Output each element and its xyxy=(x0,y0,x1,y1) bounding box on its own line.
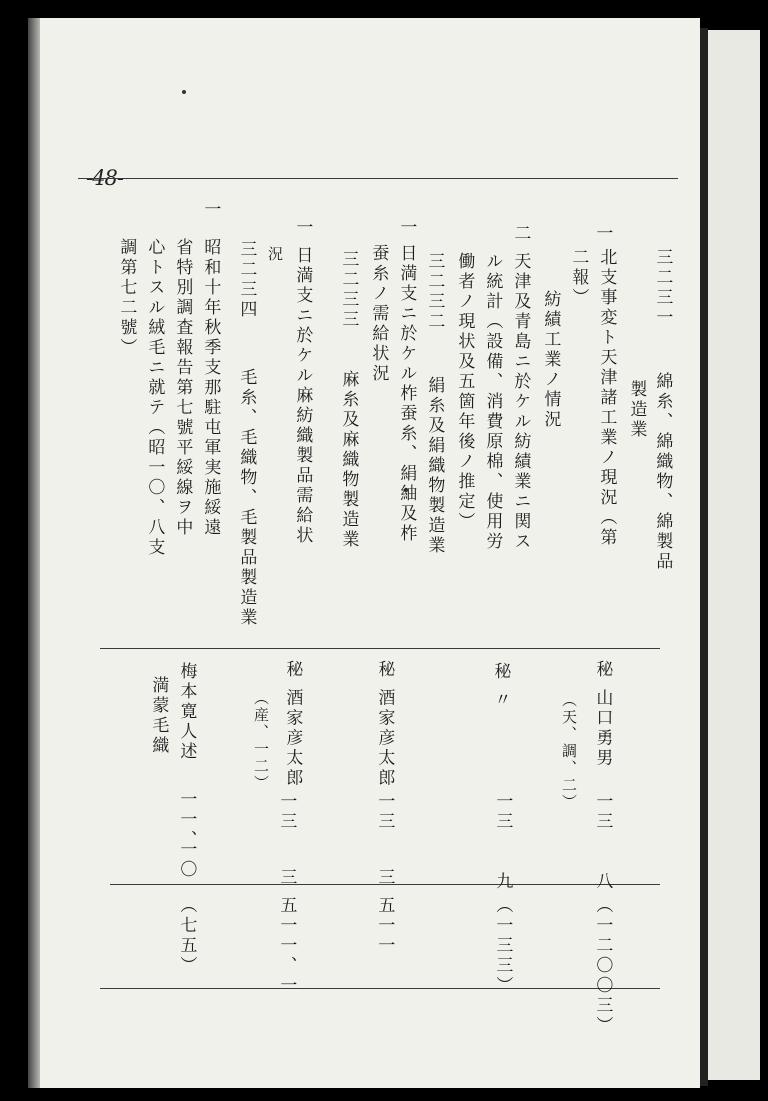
entry-title-line: 昭和十年秋季支那駐屯軍実施綏遠 xyxy=(200,238,221,538)
entry-level: 二 xyxy=(510,224,531,244)
page-edge xyxy=(700,28,708,1086)
facing-page xyxy=(708,30,760,1080)
category-code: 三二三三 xyxy=(338,250,359,330)
column-divider-rule xyxy=(100,648,660,649)
entry-title-line: 心トスル絨毛ニ就テ（昭一〇、八支 xyxy=(144,238,165,558)
entry-tag: 一三 xyxy=(492,792,513,832)
entry-title-line: 北支事変ト天津諸工業ノ現況（第 xyxy=(596,248,617,548)
category-title-line: 麻糸及麻織物製造業 xyxy=(338,370,359,550)
entry-author: 秘 山口勇男 xyxy=(592,660,613,769)
entry-title-line: 天津及青島ニ於ケル紡績業ニ関ス xyxy=(510,252,531,552)
entry-level: 一 xyxy=(200,200,221,220)
header-rule xyxy=(78,178,678,179)
entry-year: （一三三） xyxy=(492,896,513,996)
entry-title-line: 二報） xyxy=(568,248,589,308)
entry-level: 一 xyxy=(292,218,313,238)
category-title-line: 綿糸、綿織物、綿製品 xyxy=(652,372,673,572)
entry-pages: 八 xyxy=(592,872,613,892)
category-title-line: 毛糸、毛織物、毛製品製造業 xyxy=(236,368,257,628)
entry-author: 秘 酒家彦太郎 xyxy=(282,660,303,789)
entry-year: 五一一、一 xyxy=(276,896,297,996)
entry-level: 一 xyxy=(396,218,417,238)
entry-title-line: 省特別調査報告第七號平綏線ヲ中 xyxy=(172,238,193,538)
category-code: 三二三一 xyxy=(652,248,673,328)
category-code: 三二三二 xyxy=(424,252,445,332)
category-title-line: 絹糸及絹織物製造業 xyxy=(424,376,445,556)
subheading-title: 紡績工業ノ情況 xyxy=(540,290,561,430)
category-title-line: 製造業 xyxy=(626,380,647,440)
entry-title-line: 調第七二號） xyxy=(116,238,137,358)
category-code: 三二三四 xyxy=(236,240,257,320)
entry-title-line: 況 xyxy=(266,246,284,263)
entry-title-line: ル統計（設備、消費原棉、使用労 xyxy=(482,252,503,552)
entry-tag: 一一、 xyxy=(176,790,197,850)
entry-author: 秘 〃 xyxy=(490,662,511,711)
entry-level: 一 xyxy=(592,224,613,244)
entry-pages: 三 xyxy=(374,868,395,888)
speck-mark xyxy=(182,90,186,94)
entry-tag: 一三 xyxy=(276,792,297,832)
entry-tag: 一三 xyxy=(374,792,395,832)
entry-pages: 三 xyxy=(276,868,297,888)
entry-title-line: 日満支ニ於ケル麻紡織製品需給状 xyxy=(292,246,313,546)
page-number: -48- xyxy=(86,166,123,190)
page-binding xyxy=(28,18,40,1088)
entry-author: 梅本寛人述 xyxy=(176,662,197,762)
footer-rule xyxy=(100,988,660,989)
entry-year: 五一一 xyxy=(374,896,395,956)
entry-year: （七五） xyxy=(176,896,197,976)
entry-year: （一二〇〇三） xyxy=(592,896,613,1036)
entry-title-line: 蚕糸ノ需給状況 xyxy=(368,244,389,384)
entry-author-note: 満蒙毛織 xyxy=(148,676,169,756)
entry-tag: 一三 xyxy=(592,792,613,832)
entry-pages: 九 xyxy=(492,872,513,892)
entry-pages: 一〇 xyxy=(176,840,197,880)
entry-author-note: （産、一二） xyxy=(252,690,270,792)
entry-author-note: （天、調、二） xyxy=(560,692,578,811)
entry-author: 秘 酒家彦太郎 xyxy=(374,660,395,789)
entry-title-line: 日満支ニ於ケル柞蚕糸、絹紬及柞 xyxy=(396,244,417,544)
entry-title-line: 働者ノ現状及五箇年後ノ推定） xyxy=(454,252,475,532)
